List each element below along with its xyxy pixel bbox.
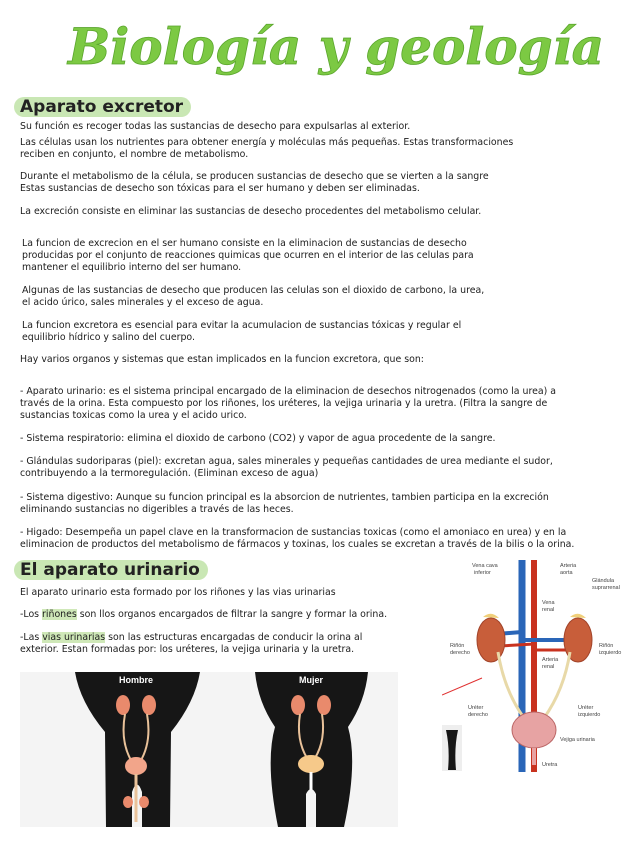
svg-text:renal: renal bbox=[542, 664, 555, 670]
svg-text:Riñón: Riñón bbox=[450, 643, 465, 649]
paragraph: Su función es recoger todas las sustancias de desecho para expulsarlas al exterior. bbox=[20, 121, 411, 132]
paragraph: Algunas de las sustancias de desecho que producen las celulas son el dioxido de carbono, la urea, el acido úrico, sales minerales y el exceso de agua. bbox=[22, 285, 485, 308]
svg-text:aorta: aorta bbox=[560, 570, 573, 576]
svg-text:Vena cava: Vena cava bbox=[472, 563, 498, 569]
vejiga-urinaria bbox=[512, 712, 556, 748]
highlight-rinones: riñones bbox=[42, 609, 77, 620]
svg-text:Glándula: Glándula bbox=[592, 578, 615, 584]
list-item-sistema-digestivo: - Sistema digestivo: Aunque su funcion principal es la absorcion de nutrientes, tambien participa en la excreción eliminando sustancias no digeribles a través de las heces. bbox=[20, 492, 549, 515]
svg-text:Vejiga urinaria: Vejiga urinaria bbox=[560, 737, 595, 743]
svg-text:Arteria: Arteria bbox=[560, 563, 577, 569]
list-item-sistema-respiratorio: - Sistema respiratorio: elimina el dioxido de carbono (CO2) y vapor de agua procedente de la sangre. bbox=[20, 433, 496, 444]
figure-aparato-urinario bbox=[442, 560, 632, 772]
label-mujer: Mujer bbox=[298, 675, 324, 685]
paragraph-vias-urinarias: -Las vias urinarias son las estructuras encargadas de conducir la orina al exterior. Estan formadas por: los uréteres, la vejiga urinaria y la uretra. bbox=[20, 632, 363, 655]
list-item-glandulas-sudoriparas: - Glándulas sudoriparas (piel): excretan agua, sales minerales y pequeñas cantidades de urea mediante el sudor, contribuyendo a la termoregulación. (Eliminan exceso de agua) bbox=[20, 456, 553, 479]
paragraph: Las células usan los nutrientes para obtener energía y moléculas más pequeñas. Estas transformaciones reciben en conjunto, el nombre de metabolismo. bbox=[20, 137, 514, 160]
svg-text:izquierdo: izquierdo bbox=[578, 712, 601, 718]
paragraph: El aparato urinario esta formado por los riñones y las vias urinarias bbox=[20, 587, 336, 598]
paragraph: Hay varios organos y sistemas que estan implicados en la funcion excretora, que son: bbox=[20, 354, 424, 365]
svg-text:derecho: derecho bbox=[468, 712, 488, 718]
list-item-higado: - Higado: Desempeña un papel clave en la transformacion de sustancias toxicas (como el amoniaco en urea) y en la eliminacion de productos del metabolismo de fármacos y toxinas, los cuales se excretan a través de la bilis o la orina. bbox=[20, 527, 575, 550]
page-title bbox=[0, 6, 636, 86]
figure-hombre-mujer bbox=[20, 672, 398, 827]
svg-text:suprarrenal: suprarrenal bbox=[592, 585, 620, 591]
paragraph: La excreción consiste en eliminar las sustancias de desecho procedentes del metabolismo celular. bbox=[20, 206, 482, 217]
svg-text:Arteria: Arteria bbox=[542, 657, 559, 663]
paragraph: La funcion excretora es esencial para evitar la acumulacion de sustancias tóxicas y regular el equilibrio hídrico y salino del cuerpo. bbox=[22, 320, 462, 343]
page-title-text: Biología y geología bbox=[68, 17, 604, 76]
rinon-derecho bbox=[477, 618, 505, 662]
section-heading-aparato-excretor: Aparato excretor bbox=[14, 97, 191, 117]
svg-text:Uréter: Uréter bbox=[578, 705, 594, 711]
section-heading-aparato-urinario: El aparato urinario bbox=[14, 560, 208, 580]
svg-text:Uretra: Uretra bbox=[542, 762, 558, 768]
svg-text:derecho: derecho bbox=[450, 650, 470, 656]
list-item-aparato-urinario: - Aparato urinario: es el sistema principal encargado de la eliminacion de desechos nitrogenados (como la urea) a través de la orina. Esta compuesto por los riñones, los uréteres, la vejiga urinaria y la uretra. (Filtra la sangre de sustancias toxicas como la urea y el acido urico. bbox=[20, 386, 556, 421]
svg-text:Vena: Vena bbox=[542, 600, 555, 606]
svg-text:Uréter: Uréter bbox=[468, 705, 484, 711]
svg-text:renal: renal bbox=[542, 607, 555, 613]
svg-text:inferior: inferior bbox=[474, 570, 491, 576]
svg-text:Riñón: Riñón bbox=[599, 643, 614, 649]
svg-text:izquierdo: izquierdo bbox=[599, 650, 622, 656]
paragraph: La funcion de excrecion en el ser humano consiste en la eliminacion de sustancias de desecho producidas por el conjunto de reacciones quimicas que ocurren en el interior de las celulas para mantener el equilibrio interno del ser humano. bbox=[22, 238, 474, 273]
paragraph-rinones: -Los riñones son llos organos encargados de filtrar la sangre y formar la orina. bbox=[20, 609, 388, 620]
paragraph: Durante el metabolismo de la célula, se producen sustancias de desecho que se vierten a la sangre Estas sustancias de desecho son tóxicas para el ser humano y deben ser eliminadas. bbox=[20, 171, 489, 194]
highlight-vias-urinarias: vias urinarias bbox=[42, 632, 106, 643]
label-hombre: Hombre bbox=[118, 675, 154, 685]
